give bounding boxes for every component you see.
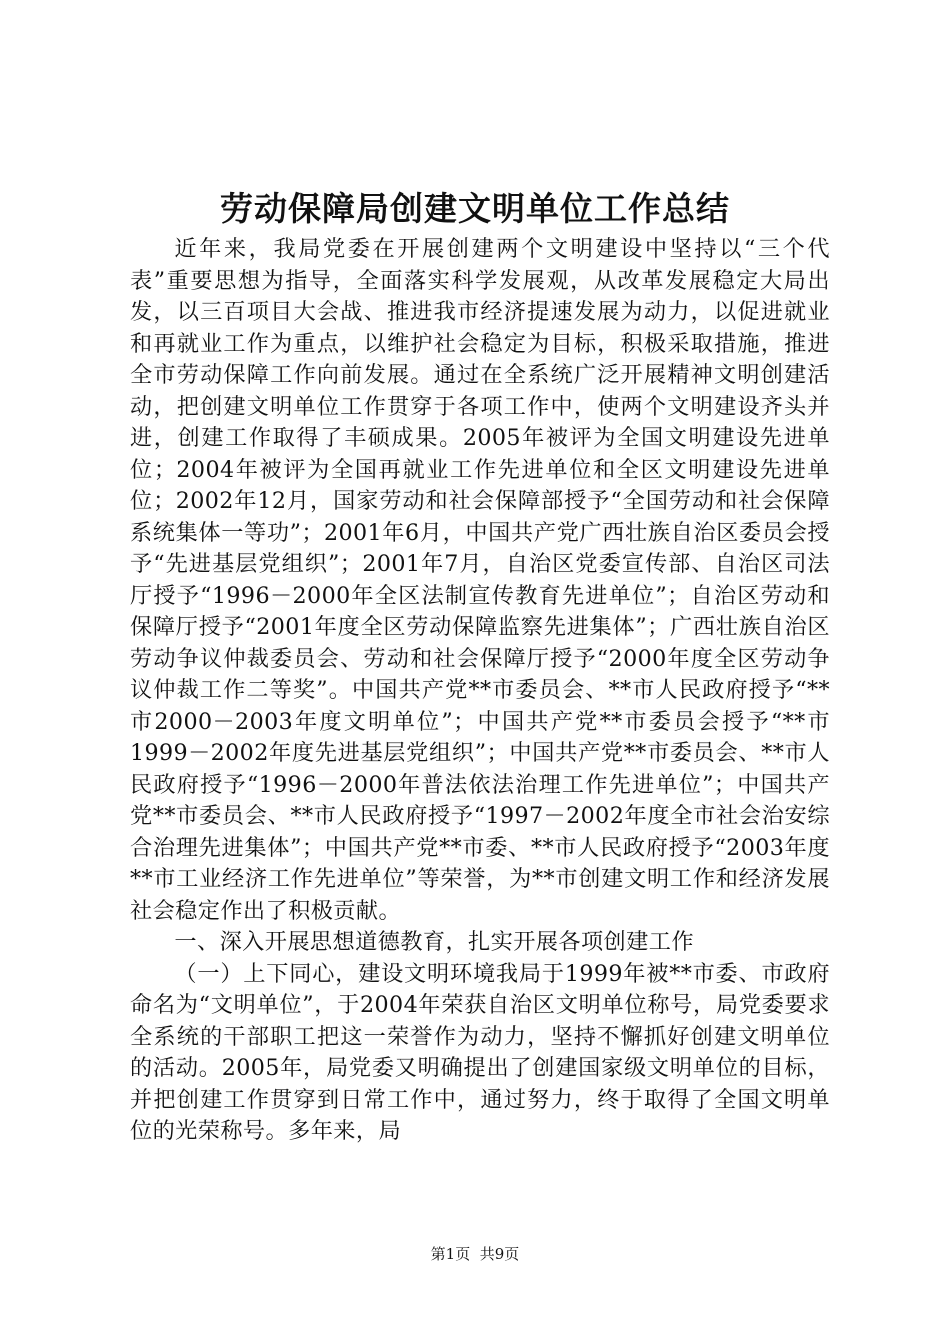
subsection-paragraph: （一）上下同心，建设文明环境我局于1999年被**市委、市政府命名为“文明单位”，于2004年荣获自治区文明单位称号，局党委要求全系统的干部职工把这一荣誉作为动力，坚持不懈抓好创建文明单位的活动。2005年，局党委又明确提出了创建国家级文明单位的目标，并把创建工作贯穿到日常工作中，通过努力，终于取得了全国文明单位的光荣称号。多年来，局 xyxy=(130,960,830,1144)
document-title: 劳动保障局创建文明单位工作总结 xyxy=(220,189,730,228)
document-body xyxy=(130,234,830,1148)
total-page-count: 共9页 xyxy=(479,1245,520,1263)
page-footer xyxy=(0,1244,950,1264)
intro-paragraph: 近年来，我局党委在开展创建两个文明建设中坚持以“三个代表”重要思想为指导，全面落实科学发展观，从改革发展稳定大局出发，以三百项目大会战、推进我市经济提速发展为动力，以促进就业和再就业工作为重点，以维护社会稳定为目标，积极采取措施，推进全市劳动保障工作向前发展。通过在全系统广泛开展精神文明创建活动，把创建文明单位工作贯穿于各项工作中，使两个文明建设齐头并进，创建工作取得了丰硕成果。2005年被评为全国文明建设先进单位；2004年被评为全国再就业工作先进单位和全区文明建设先进单位；2002年12月，国家劳动和社会保障部授予“全国劳动和社会保障系统集体一等功”；2001年6月，中国共产党广西壮族自治区委员会授予“先进基层党组织”；2001年7月，自治区党委宣传部、自治区司法厅授予“1996－2000年全区法制宣传教育先进单位”；自治区劳动和保障厅授予“2001年度全区劳动保障监察先进集体”；广西壮族自治区劳动争议仲裁委员会、劳动和社会保障厅授予“2000年度全区劳动争议仲裁工作二等奖”。中国共产党**市委员会、**市人民政府授予“**市2000－2003年度文明单位”；中国共产党**市委员会授予“**市1999－2002年度先进基层党组织”；中国共产党**市委员会、**市人民政府授予“1996－2000年普法依法治理工作先进单位”；中国共产党**市委员会、**市人民政府授予“1997－2002年度全市社会治安综合治理先进集体”；中国共产党**市委、**市人民政府授予“2003年度**市工业经济工作先进单位”等荣誉，为**市创建文明工作和经济发展社会稳定作出了积极贡献。 xyxy=(130,236,830,924)
section-heading: 一、深入开展思想道德教育，扎实开展各项创建工作 xyxy=(174,929,694,955)
current-page-number: 第1页 xyxy=(430,1245,471,1263)
